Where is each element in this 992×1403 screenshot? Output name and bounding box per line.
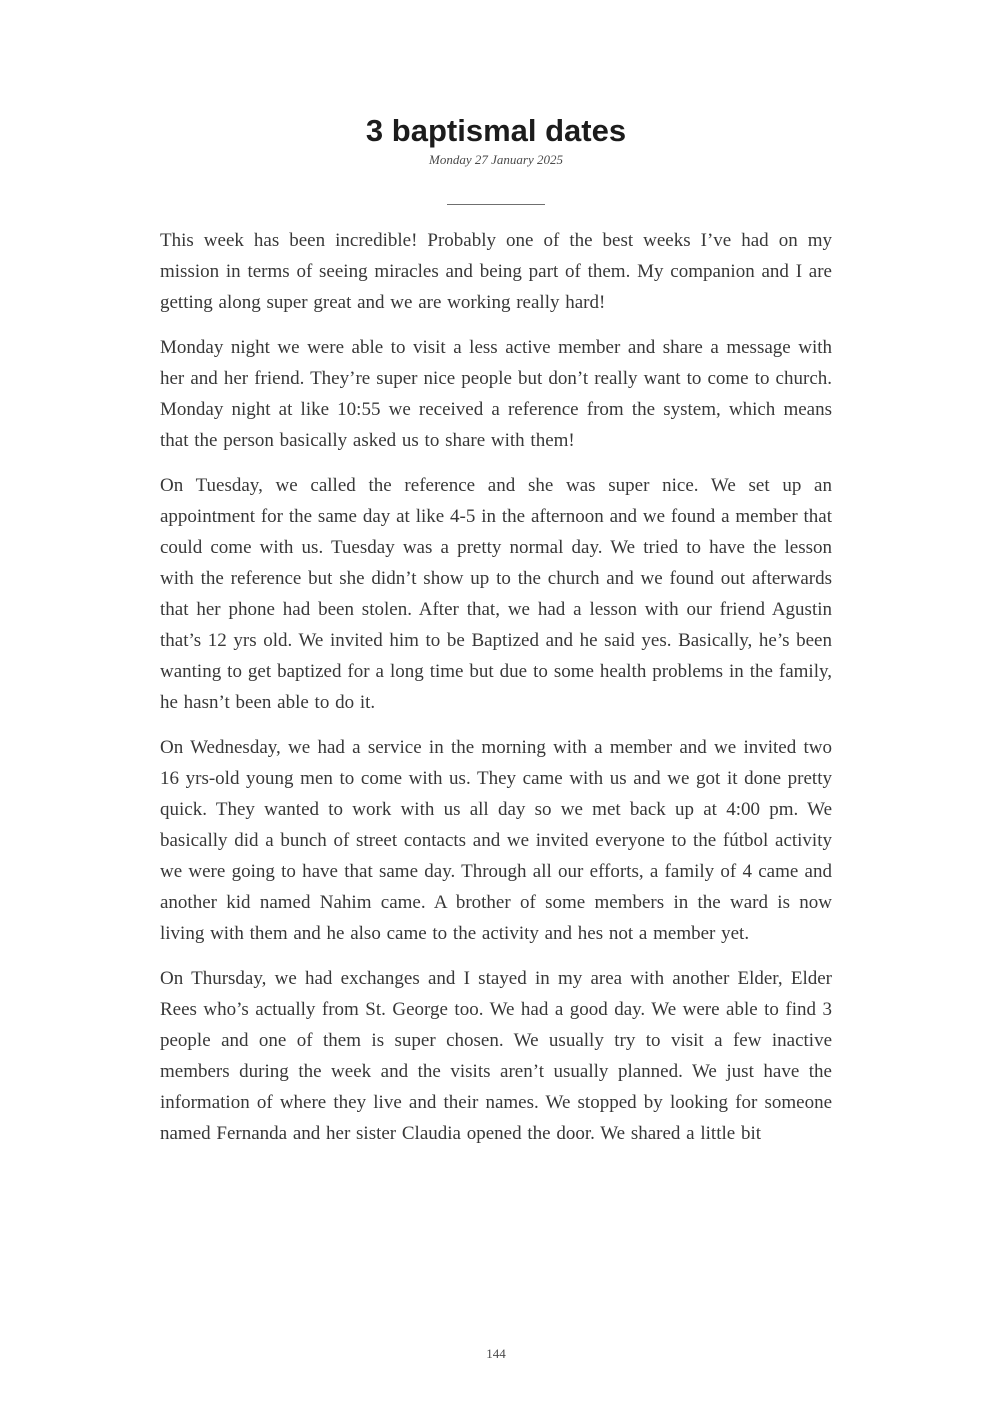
paragraph-monday: Monday night we were able to visit a less active member and share a message with her and her friend. They’re super nice people but don’t really want to come to church. Monday night at like 10:55 we received a reference from the system, which means that the person basically asked us to share with them! <box>160 337 832 451</box>
page-number: 144 <box>486 1346 506 1361</box>
document-footer <box>0 1345 992 1363</box>
paragraph-week-summary: This week has been incredible! Probably one of the best weeks I’ve had on my mission in terms of seeing miracles and being part of them. My companion and I are getting along super great and we are working really hard! <box>160 230 832 313</box>
paragraph-thursday: On Thursday, we had exchanges and I stayed in my area with another Elder, Elder Rees who’s actually from St. George too. We had a good day. We were able to find 3 people and one of them is super chosen. We usually try to visit a few inactive members during the week and the visits aren’t usually planned. We just have the information of where they live and their names. We stopped by looking for someone named Fernanda and her sister Claudia opened the door. We shared a little bit <box>160 968 832 1144</box>
paragraph-tuesday: On Tuesday, we called the reference and she was super nice. We set up an appointment for the same day at like 4-5 in the afternoon and we found a member that could come with us. Tuesday was a pretty normal day. We tried to have the lesson with the reference but she didn’t show up to the church and we found out afterwards that her phone had been stolen. After that, we had a lesson with our friend Agustin that’s 12 yrs old. We invited him to be Baptized and he said yes. Basically, he’s been wanting to get baptized for a long time but due to some health problems in the family, he hasn’t been able to do it. <box>160 475 832 713</box>
section-divider <box>447 204 545 205</box>
post-date: Monday 27 January 2025 <box>429 152 563 167</box>
paragraph-wednesday: On Wednesday, we had a service in the morning with a member and we invited two 16 yrs-old young men to come with us. They came with us and we got it done pretty quick. They wanted to work with us all day so we met back up at 4:00 pm. We basically did a bunch of street contacts and we invited everyone to the fútbol activity we were going to have that same day. Through all our efforts, a family of 4 came and another kid named Nahim came. A brother of some members in the ward is now living with them and he also came to the activity and hes not a member yet. <box>160 737 832 944</box>
page-title: 3 baptismal dates <box>365 113 627 148</box>
document-header <box>0 113 992 168</box>
article-body <box>160 225 832 1149</box>
